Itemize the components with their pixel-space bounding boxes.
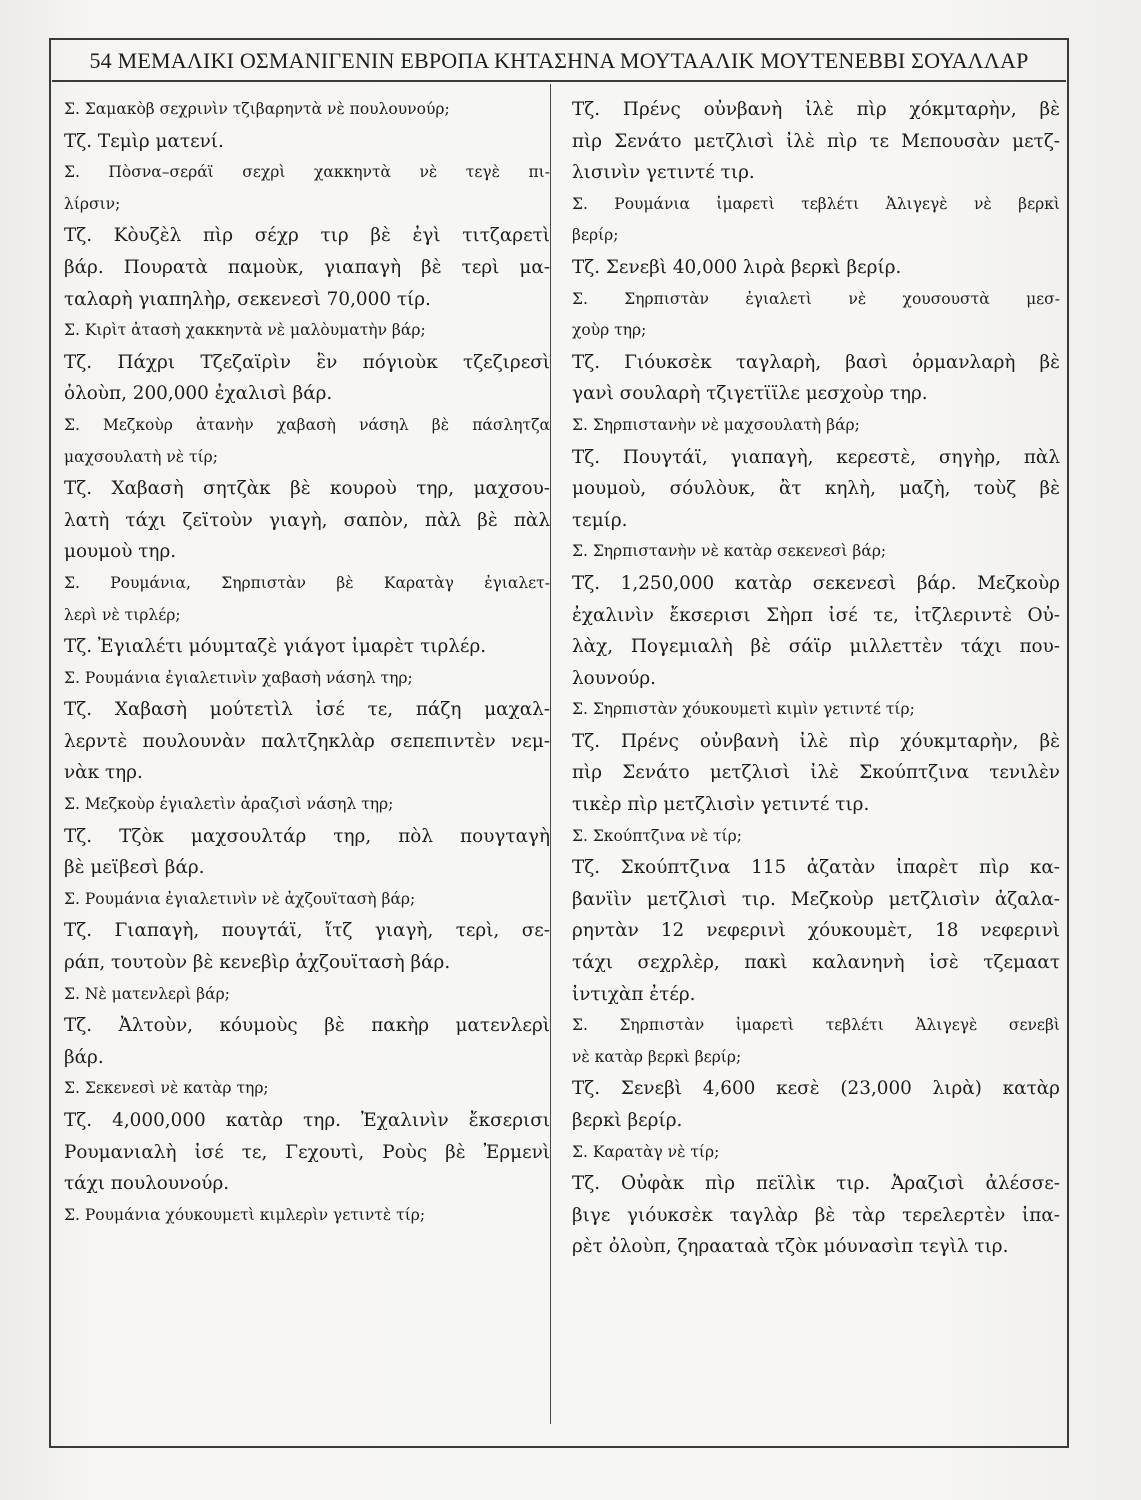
answer-paragraph <box>64 1105 550 1200</box>
text-line: Σ. Ρουμάνια ἐγιαλετινὶν νὲ ἀχζουϊτασὴ βάρ; <box>64 889 416 908</box>
text-line: Τζ. Γιόυκσὲκ ταγλαρὴ, βασὶ ὀρμανλαρὴ βὲ <box>572 351 1060 373</box>
text-line: βερκὶ βερίρ. <box>572 1110 683 1131</box>
text-line: Τζ. Ἀλτοὺν, κόυμοὺς βὲ πακὴρ ματενλερὶ <box>64 1015 550 1037</box>
answer-paragraph <box>572 1168 1060 1263</box>
text-line: βάρ. Πουρατὰ παμοὺκ, γιαπαγὴ βὲ τερὶ μα- <box>64 256 550 278</box>
question-paragraph <box>572 410 1060 442</box>
answer-paragraph <box>64 347 550 410</box>
text-line: τάχι πουλουνούρ. <box>64 1173 230 1195</box>
answer-paragraph <box>572 726 1060 821</box>
text-line: Τζ. Οὐφὰκ πὶρ πεϊλὶκ τιρ. Ἀραζισὶ ἀλέσσε- <box>572 1173 1060 1195</box>
text-line: Σ. Σηρπιστὰν ἰμαρετὶ τεβλέτι Ἀλιγεγὲ σενεβὶ <box>572 1016 1060 1035</box>
answer-paragraph <box>64 473 550 568</box>
text-line: Τζ. Πρένς οὐνβανὴ ἰλὲ πὶρ χόυκμταρὴν, βὲ <box>572 730 1060 752</box>
question-paragraph <box>64 568 550 631</box>
text-line: Τζ. 1,250,000 κατὰρ σεκενεσὶ βάρ. Μεζκοὺρ <box>572 572 1060 594</box>
text-line: πὶρ Σενάτο μετζλισὶ ἰλὲ Σκούπτζινα τενιλὲν <box>572 762 1060 784</box>
text-line: ἰντιχὰπ ἐτέρ. <box>572 983 696 1005</box>
answer-paragraph <box>64 915 550 978</box>
text-line: γανὶ σουλαρὴ τζιγετϊϊλε μεσχοὺρ τηρ. <box>572 383 928 405</box>
right-column <box>572 94 1060 1263</box>
text-line: πὶρ Σενάτο μετζλισὶ ἰλὲ πὶρ τε Μεπουσὰν μετζ- <box>572 130 1060 152</box>
text-line: Τζ. 4,000,000 κατὰρ τηρ. Ἐχαλινὶν ἔκσερισι <box>64 1110 550 1131</box>
text-line: λατὴ τάχι ζεϊτοὺν γιαγὴ, σαπὸν, πὰλ βὲ πὰλ <box>64 509 550 531</box>
text-line: Τζ. Χαβασὴ μούτετὶλ ἰσέ τε, πάζη μαχαλ- <box>64 699 550 721</box>
text-line: τεμίρ. <box>572 509 628 531</box>
answer-paragraph <box>64 631 550 663</box>
text-line: χοὺρ τηρ; <box>572 321 647 340</box>
text-line: Σ. Σαμακὸβ σεχρινὶν τζιβαρηντὰ νὲ πουλουνούρ; <box>64 100 450 118</box>
text-line: νὰκ τηρ. <box>64 762 143 784</box>
answer-paragraph <box>64 821 550 884</box>
question-paragraph <box>64 94 550 126</box>
text-line: Τζ. Πρένς οὐνβανὴ ἰλὲ πὶρ χόκμταρὴν, βὲ <box>572 99 1060 120</box>
answer-paragraph <box>572 1073 1060 1136</box>
question-paragraph <box>64 1073 550 1105</box>
text-line: Τζ. Χαβασὴ σητζὰκ βὲ κουροὺ τηρ, μαχσου- <box>64 478 550 500</box>
question-paragraph <box>64 979 550 1011</box>
question-paragraph <box>572 694 1060 726</box>
text-line: λερντὲ πουλουνὰν παλτζηκλὰρ σεπεπιντὲν νεμ- <box>64 730 550 752</box>
answer-paragraph <box>572 94 1060 189</box>
text-line: λουνούρ. <box>572 667 656 689</box>
text-line: τικὲρ πὶρ μετζλισὶν γετιντέ τιρ. <box>572 794 870 816</box>
text-line: Σ. Πὸσνα–σεράϊ σεχρὶ χακκηντὰ νὲ τεγὲ πι- <box>64 163 550 182</box>
text-line: Σ. Ρουμάνια ἰμαρετὶ τεβλέτι Ἀλιγεγὲ νὲ βερκὶ <box>572 194 1060 213</box>
answer-paragraph <box>572 442 1060 537</box>
text-line: βάρ. <box>64 1046 104 1068</box>
answer-paragraph <box>64 220 550 315</box>
text-line: Σ. Κιρὶτ ἀτασὴ χακκηντὰ νὲ μαλὸυματὴν βάρ; <box>64 321 426 340</box>
left-column <box>64 94 550 1231</box>
answer-paragraph <box>64 1010 550 1073</box>
text-line: Σ. Σεκενεσὶ νὲ κατὰρ τηρ; <box>64 1079 269 1098</box>
column-divider <box>550 84 551 1424</box>
answer-paragraph <box>572 252 1060 284</box>
text-line: βιγε γιόυκσὲκ ταγλὰρ βὲ τὰρ τερελερτὲν ἰπα- <box>572 1204 1060 1226</box>
answer-paragraph <box>572 852 1060 1010</box>
text-line: ἐχαλινὶν ἔκσερισι Σὴρπ ἰσέ τε, ἰτζλεριντὲ Οὐ- <box>572 604 1060 626</box>
text-line: νὲ κατὰρ βερκὶ βερίρ; <box>572 1047 742 1066</box>
answer-paragraph <box>572 568 1060 694</box>
running-header: 54 ΜΕΜΑΛΙΚΙ ΟΣΜΑΝΙΓΕΝΙΝ ΕΒΡΟΠΑ ΚΗΤΑΣΗΝΑ ΜΟΥΤΑΑΛΙΚ ΜΟΥΤΕΝΕΒΒΙ ΣΟΥΑΛΛΑΡ <box>52 44 1066 82</box>
text-line: τάχι σεχρλὲρ, πακὶ καλανηνὴ ἰσὲ τζεμαατ <box>572 952 1060 974</box>
text-line: Σ. Μεζκοὺρ ἐγιαλετὶν ἀραζισὶ νάσηλ τηρ; <box>64 795 394 814</box>
question-paragraph <box>64 1200 550 1232</box>
text-line: ταλαρὴ γιαπηλὴρ, σεκενεσὶ 70,000 τίρ. <box>64 288 431 310</box>
question-paragraph <box>572 1010 1060 1073</box>
text-line: λισινὶν γετιντέ τιρ. <box>572 162 755 184</box>
text-line: λὰχ, Πογεμιαλὴ βὲ σάϊρ μιλλεττὲν τάχι που- <box>572 636 1060 658</box>
question-paragraph <box>64 789 550 821</box>
text-line: Σ. Σηρπιστανὴν νὲ κατὰρ σεκενεσὶ βάρ; <box>572 542 887 561</box>
text-line: Τζ. Σενεβὶ 4,600 κεσὲ (23,000 λιρὰ) κατὰρ <box>572 1078 1060 1100</box>
text-line: Τζ. Ἐγιαλέτι μόυμταζὲ γιάγοτ ἰμαρὲτ τιρλέρ. <box>64 636 487 658</box>
text-line: Σ. Σηρπιστανὴν νὲ μαχσουλατὴ βάρ; <box>572 415 860 434</box>
text-line: Τζ. Γιαπαγὴ, πουγτάϊ, ἴτζ γιαγὴ, τερὶ, σε- <box>64 920 550 942</box>
text-line: ράπ, τουτοὺν βὲ κενεβὶρ ἀχζουϊτασὴ βάρ. <box>64 952 451 974</box>
question-paragraph <box>64 157 550 220</box>
text-line: βερίρ; <box>572 226 619 245</box>
text-line: Σ. Καρατὰγ νὲ τίρ; <box>572 1142 720 1161</box>
text-line: ρὲτ ὀλοὺπ, ζηρααταὰ τζὸκ μόυνασὶπ τεγὶλ τιρ. <box>572 1236 1009 1258</box>
text-line: βὲ μεϊβεσὶ βάρ. <box>64 857 205 879</box>
text-line: μαχσουλατὴ νὲ τίρ; <box>64 447 219 466</box>
answer-paragraph <box>572 347 1060 410</box>
text-line: μουμοὺ τηρ. <box>64 541 177 563</box>
answer-paragraph <box>64 694 550 789</box>
question-paragraph <box>64 315 550 347</box>
question-paragraph <box>572 821 1060 853</box>
text-line: Τζ. Πάχρι Τζεζαϊρὶν ἒν πόγιοὺκ τζεζιρεσὶ <box>64 351 550 373</box>
text-line: μουμοὺ, σόυλὸυκ, ἂτ κηλὴ, μαζὴ, τοὺζ βὲ <box>572 478 1060 500</box>
text-line: Σ. Ρουμάνια ἐγιαλετινὶν χαβασὴ νάσηλ τηρ; <box>64 668 413 687</box>
text-line: Σ. Ρουμάνια χόυκουμετὶ κιμλερὶν γετιντὲ τίρ; <box>64 1205 426 1224</box>
question-paragraph <box>64 884 550 916</box>
text-line: λίρσιν; <box>64 194 121 213</box>
text-line: Τζ. Σκούπτζινα 115 ἀζατὰν ἰπαρὲτ πὶρ κα- <box>572 857 1060 879</box>
text-line: Τζ. Πουγτάϊ, γιαπαγὴ, κερεστὲ, σηγὴρ, πὰλ <box>572 446 1060 468</box>
text-line: Σ. Μεζκοὺρ ἀτανὴν χαβασὴ νάσηλ βὲ πάσλητζα <box>64 415 550 434</box>
text-line: Τζ. Τεμὶρ ματενί. <box>64 130 224 152</box>
question-paragraph <box>572 189 1060 252</box>
text-line: Σ. Ρουμάνια, Σηρπιστὰν βὲ Καρατὰγ ἐγιαλετ- <box>64 573 550 592</box>
text-line: βανϊὶν μετζλισὶ τιρ. Μεζκοὺρ μετζλισὶν ἀζαλα- <box>572 888 1060 910</box>
answer-paragraph <box>64 126 550 158</box>
text-line: Τζ. Σενεβὶ 40,000 λιρὰ βερκὶ βερίρ. <box>572 256 902 278</box>
text-line: Τζ. Τζὸκ μαχσουλτάρ τηρ, πὸλ πουγταγὴ <box>64 825 550 847</box>
text-line: Σ. Σηρπιστὰν ἐγιαλετὶ νὲ χουσουστὰ μεσ- <box>572 289 1060 308</box>
question-paragraph <box>572 284 1060 347</box>
question-paragraph <box>572 536 1060 568</box>
text-line: Σ. Νὲ ματενλερὶ βάρ; <box>64 984 230 1003</box>
text-line: Ρουμανιαλὴ ἰσέ τε, Γεχουτὶ, Ροὺς βὲ Ἐρμενὶ <box>64 1141 550 1163</box>
text-line: Τζ. Κὸυζὲλ πὶρ σέχρ τιρ βὲ ἐγὶ τιτζαρετὶ <box>64 225 550 247</box>
text-line: λερὶ νὲ τιρλέρ; <box>64 605 181 624</box>
question-paragraph <box>64 410 550 473</box>
text-line: Σ. Σηρπιστὰν χόυκουμετὶ κιμὶν γετιντέ τίρ; <box>572 700 915 719</box>
text-line: ὀλοὺπ, 200,000 ἐχαλισὶ βάρ. <box>64 383 333 405</box>
question-paragraph <box>64 663 550 695</box>
text-line: ρηντὰν 12 νεφερινὶ χόυκουμὲτ, 18 νεφερινὶ <box>572 920 1060 942</box>
question-paragraph <box>572 1137 1060 1169</box>
text-line: Σ. Σκούπτζινα νὲ τίρ; <box>572 826 742 845</box>
